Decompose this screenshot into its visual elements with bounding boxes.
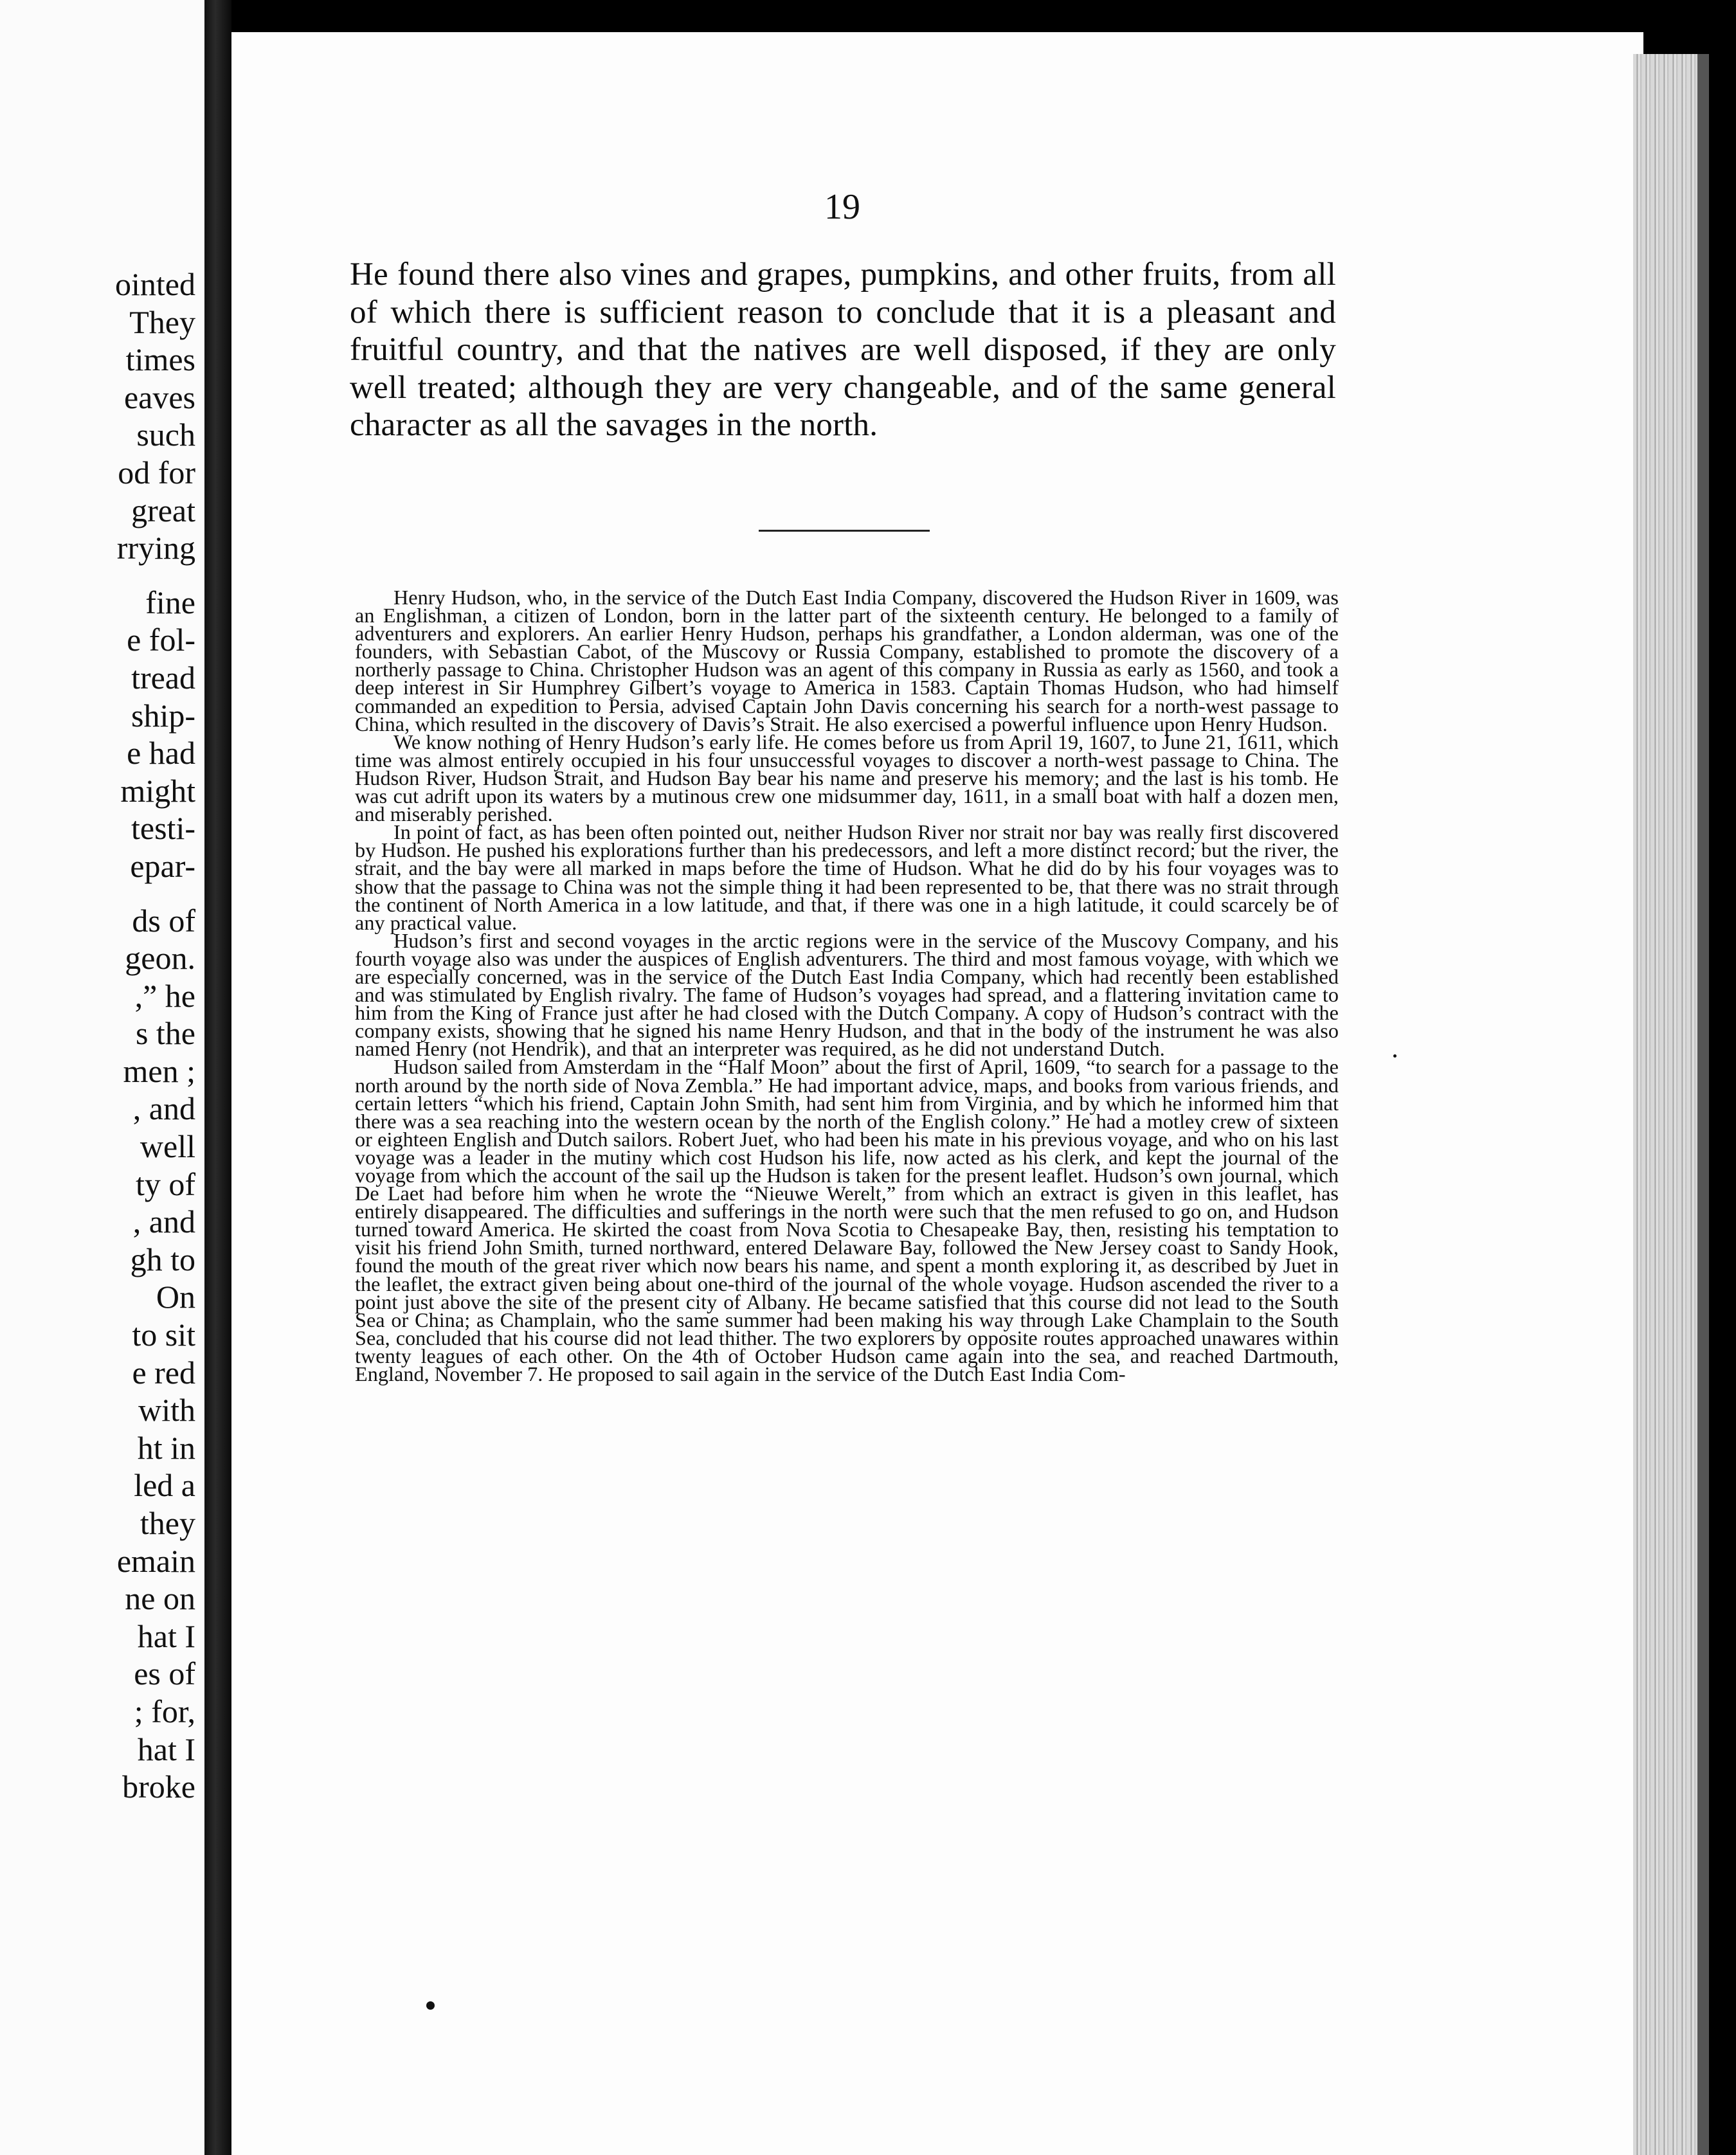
facing-page-line: they [140, 1505, 195, 1541]
facing-page-line: led a [134, 1467, 195, 1504]
facing-page-line: testi- [131, 810, 195, 847]
facing-page-line: broke [122, 1769, 195, 1805]
facing-page-line: ship- [131, 697, 195, 734]
facing-page-line: gh to [130, 1241, 195, 1277]
facing-page-line: ,” he [134, 977, 195, 1014]
note-paragraph: We know nothing of Henry Hudson’s early life. He comes before us from April 19, 1607, to June 21, 1611, which time was almost entirely occupied in his four unsuccessful voyages to discover a north-west passage to China. The Hudson River, Hudson Strait, and Hudson Bay bear his name and preserve his memory; and the last is his tomb. He was cut adrift upon its waters by a mutinous crew one midsummer day, 1611, in a small boat with half a dozen men, and miserably perished. [355, 730, 1339, 826]
section-divider [759, 530, 930, 532]
note-paragraph: Hudson’s first and second voyages in the arctic regions were in the service of the Muscovy Company, and his fourth voyage also was under the auspices of English adventurers. The third and most famous voyage, with which we are especially concerned, was in the service of the Dutch East India Company, which had recently been established and was stimulated by English rivalry. The fame of Hudson’s voyages had spread, and a flattering invitation came to him from the King of France just after he had closed with the Dutch Company. A copy of Hudson’s contract with the company exists, showing that he signed his name Henry Hudson, and that in the body of the instrument he was also named Henry (not Hendrik), and that an interpreter was required, as he did not understand Dutch. [355, 928, 1339, 1061]
facing-page-line: ht in [137, 1429, 195, 1466]
facing-page-line: ointed [115, 266, 195, 302]
page-edge-stack [1633, 54, 1709, 2155]
facing-page-line: They [129, 303, 195, 340]
note-paragraph: Hudson sailed from Amsterdam in the “Half Moon” about the first of April, 1609, “to search for a passage to the north around by the north side of Nova Zembla.” He had important advice, maps, and books from various friends, and certain letters “which his friend, Captain John Smith, had sent him from Virginia, and by which he informed him that there was a sea reaching into the western ocean by the north of the English colony.” He had a motley crew of sixteen or eighteen English and Dutch sailors. Robert Juet, who had been his mate in his previous voyage, and who on his last voyage was a leader in the mutiny which cost Hudson his life, now acted as his clerk, and kept the journal of the voyage from which the account of the sail up the Hudson is taken for the present leaflet. Hudson’s own journal, which De Laet had before him when he wrote the “Nieuwe Werelt,” from which an extract is given in this leaflet, has entirely disappeared. The difficulties and sufferings in the north were such that the men refused to go on, and Hudson turned toward America. He skirted the coast from Nova Scotia to Chesapeake Bay, then, resisting his temptation to visit his friend John Smith, turned northward, entered Delaware Bay, followed the New Jersey coast to Sandy Hook, found the mouth of the great river which now bears his name, and spent a month exploring it, as described by Juet in the leaflet, the extract given being about one-third of the journal of the whole voyage. Hudson ascended the river to a point just above the site of the present city of Albany. He became satisfied that this course did not lead to the South Sea or China; as Champlain, who the same summer had been making his way through Lake Champlain to the South Sea, concluded that his course did not lead thither. The two explorers by opposite routes approached unawares within twenty leagues of each other. On the 4th of October Hudson came again into the sea, and reached Dartmouth, England, November 7. He proposed to sail again in the service of the Dutch East India Com- [355, 1055, 1339, 1386]
facing-page-line: e fol- [127, 622, 195, 658]
facing-page-line: geon. [125, 940, 195, 977]
facing-page-line: e had [127, 735, 195, 771]
facing-page-line: od for [118, 454, 195, 491]
facing-page-line: ne on [125, 1580, 195, 1617]
facing-page-line: hat I [137, 1618, 195, 1654]
note-paragraph: Henry Hudson, who, in the service of the Dutch East India Company, discovered the Hudson River in 1609, was an Englishman, a citizen of London, born in the latter part of the sixteenth century. He belonged to a family of adventurers and explorers. An earlier Henry Hudson, perhaps his grandfather, a London alderman, was one of the founders, with Sebastian Cabot, of the Muscovy or Russia Company, established to promote the discovery of a northerly passage to China. Christopher Hudson was an agent of this company in Russia as early as 1560, and took a deep interest in Sir Humphrey Gilbert’s voyage to America in 1583. Captain Thomas Hudson, who had himself commanded an expedition to Persia, advised Captain John Davis concerning his search for a north-west passage to China, which resulted in the discovery of Davis’s Strait. He also exercised a powerful influence upon Henry Hudson. [355, 586, 1339, 735]
facing-page-line: , and [132, 1204, 195, 1240]
facing-page-line: e red [132, 1354, 195, 1391]
facing-page-line: such [136, 417, 195, 453]
facing-page-line: emain [116, 1542, 195, 1579]
note-paragraph: In point of fact, as has been often pointed out, neither Hudson River nor strait nor bay was really first discovered by Hudson. He pushed his explorations further than his predecessors, and left a more distinct record; but the river, the strait, and the bay were all marked in maps before the time of Hudson. What he did do by his four voyages was to show that the passage to China was not the simple thing it had been represented to be, that there was no strait through the continent of North America in a low latitude, and that, if there was one in a high latitude, it could scarcely be of any practical value. [355, 820, 1339, 934]
facing-page [0, 0, 204, 2155]
facing-page-line: On [156, 1279, 195, 1315]
facing-page-line: might [120, 772, 195, 809]
facing-page-line: fine [145, 584, 195, 620]
intro-paragraph: He found there also vines and grapes, pumpkins, and other fruits, from all of which there is sufficient reason to conclude that it is a pleasant and fruitful country, and that the natives are well disposed, if they are only well treated; although they are very changeable, and of the same general character as all the savages in the north. [350, 257, 1336, 443]
ink-speck [426, 2001, 435, 2010]
facing-page-line: , and [132, 1090, 195, 1127]
facing-page-line: hat I [137, 1731, 195, 1767]
top-border [231, 0, 1736, 32]
page-number: 19 [824, 187, 860, 227]
facing-page-line: rrying [116, 530, 195, 566]
facing-page-line: to sit [132, 1317, 195, 1353]
facing-page-line: ty of [135, 1166, 195, 1202]
book-gutter [204, 0, 231, 2155]
facing-page-line: men ; [123, 1052, 195, 1089]
ink-speck [1393, 1054, 1397, 1058]
facing-page-line: epar- [130, 847, 195, 884]
historical-note [355, 586, 1339, 1386]
facing-page-line: tread [131, 659, 195, 696]
facing-page-line: es of [134, 1655, 195, 1692]
facing-page-line: eaves [123, 379, 195, 415]
facing-page-line: well [140, 1128, 195, 1165]
facing-page-line: s the [135, 1015, 195, 1052]
facing-page-line: great [131, 492, 195, 528]
facing-page-line: ds of [132, 902, 195, 939]
facing-page-line: times [125, 341, 195, 378]
facing-page-text [115, 266, 195, 1806]
facing-page-line: ; for, [134, 1693, 195, 1729]
facing-page-line: with [138, 1392, 195, 1429]
